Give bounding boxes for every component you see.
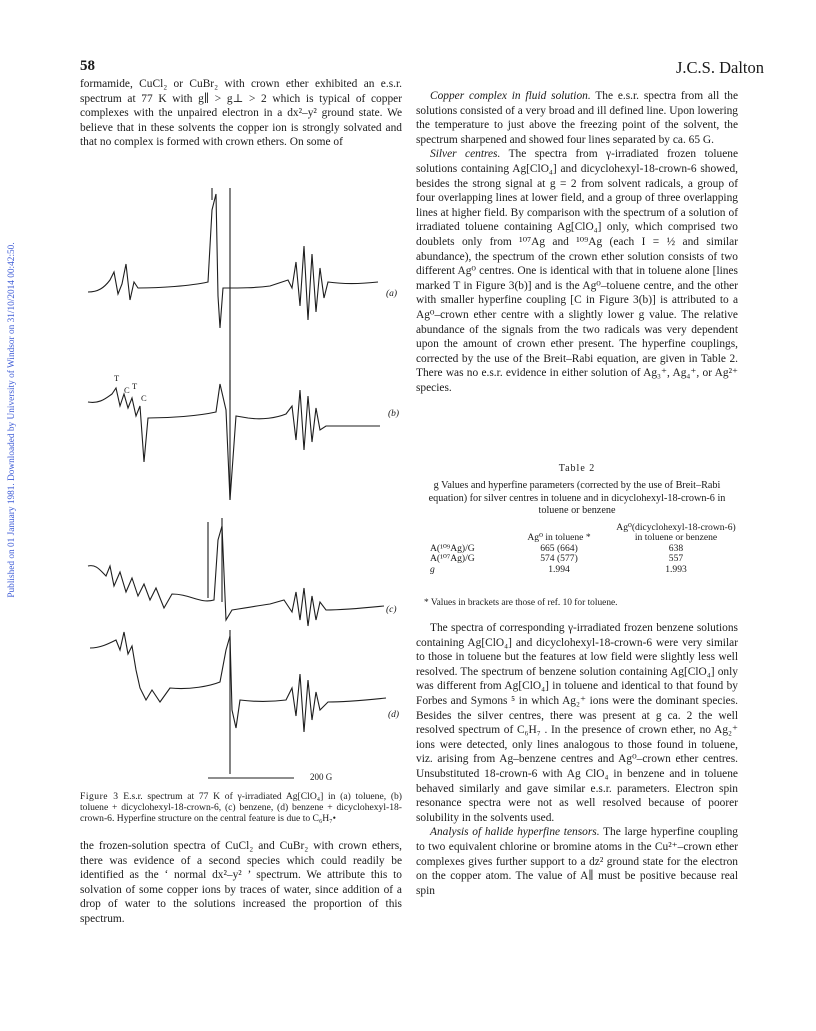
row-label: g	[430, 563, 435, 575]
table-description: g Values and hyperfine parameters (corrected by the use of Breit–Rabi equation) for silver centres in toluene and in dicyclohexyl-18-crown-6 in toluene or benzene	[428, 480, 726, 517]
paragraph-copper-fluid	[416, 89, 738, 147]
silver-parameters-table	[428, 523, 738, 575]
figure-caption	[80, 791, 402, 825]
row-value-toluene: 574 (577)	[540, 553, 578, 565]
trace-label-b: (b)	[388, 409, 400, 419]
journal-header: J.C.S. Dalton	[675, 58, 764, 77]
download-watermark	[4, 210, 20, 630]
download-note[interactable]: Published on 01 January 1981. Downloaded by University of Windsor on 31/10/2014 00:42:50.	[7, 242, 17, 598]
figure-caption-label: Figure 3	[80, 791, 119, 802]
spectrum-trace-d	[90, 632, 386, 732]
row-label: A(¹⁰⁹Ag)/G	[430, 542, 475, 554]
peak-label-t1: T	[114, 373, 120, 383]
table-title: Table 2	[558, 463, 596, 474]
halide-text: The large hyperfine coupling to two equivalent chlorine or bromine atoms in the Cu²⁺–crown ether complexes gives further support to a dz² ground state for the electron on the copper atom. The value of A∥ must be positive because real spin	[416, 826, 738, 897]
table-caption	[416, 463, 738, 518]
row-label: A(¹⁰⁷Ag)/G	[430, 553, 475, 565]
table-footnote: * Values in brackets are those of ref. 10 for toluene.	[424, 598, 618, 608]
row-value-crown: 557	[668, 553, 684, 565]
trace-label-a: (a)	[386, 289, 398, 299]
right-column-top	[416, 89, 738, 395]
halide-heading: Analysis of halide hyperfine tensors.	[430, 826, 600, 839]
spectrum-trace-d-marker	[208, 630, 294, 778]
spectrum-trace-a	[88, 194, 378, 328]
table-header-row	[428, 523, 738, 544]
esr-spectra-figure	[80, 180, 402, 780]
left-column-bottom	[80, 839, 402, 927]
paragraph-halide	[416, 825, 738, 898]
paragraph-frozen-solution: the frozen-solution spectra of CuCl₂ and CuBr₂ with crown ethers, there was evidence of a second species which could readily be identified as the ‘ normal dx²–y² ’ spectrum. We attribute this to solvation of some copper ions by traces of water, since addition of a drop of water to the solutions increased the proportion of this spectrum.	[80, 840, 402, 925]
peak-label-c2: C	[141, 393, 147, 403]
paragraph-benzene: The spectra of corresponding γ-irradiated frozen benzene solutions containing Ag[ClO₄] and dicyclohexyl-18-crown-6 were very similar to those in toluene but the features at low field were slightly less well resolved. The spectrum of benzene solution containing Ag[ClO₄] only was different from Ag[ClO₄] in toluene and identical to that found by Forbes and Symons ⁵ in which Ag₂⁺ ions were the dominant species. Besides the silver centres, there was present at g ca. 2 the well resolved spectrum of C₆H₇ . In the presence of crown ether, no Ag₂⁺ ions were detected, only lines analogous to those found in toluene, viz. arising from Ag–benzene centres and Ag⁰–crown ether centres. Unsubstituted 18-crown-6 with Ag ClO₄ in benzene and in toluene behaved similarly and gave similar e.s.r. parameters. Electron spin resonance spectra were not as well resolved because of poorer solubility in the solvents used.	[416, 622, 738, 824]
row-value-toluene: 1.994	[548, 563, 570, 575]
table-row	[428, 554, 738, 564]
peak-label-t2: T	[132, 381, 138, 391]
figure-caption-text: E.s.r. spectrum at 77 K of γ-irradiated Ag[ClO₄] in (a) toluene, (b) toluene + dicyclohexyl-18-crown-6, (c) benzene, (d) benzene + dicyclohexyl-18-crown-6. Hyperfine structure on the central feature is due to C₆H₇•	[80, 791, 402, 825]
trace-label-d: (d)	[388, 710, 400, 720]
peak-label-c1: C	[124, 385, 130, 395]
row-value-toluene: 665 (664)	[540, 542, 578, 554]
right-column-bottom	[416, 621, 738, 898]
spectrum-trace-b	[88, 384, 380, 500]
row-value-crown: 1.993	[665, 563, 687, 575]
scale-bar-label: 200 G	[310, 772, 333, 782]
row-value-crown: 638	[668, 542, 684, 554]
silver-text: The spectra from γ-irradiated frozen toluene solutions containing Ag[ClO₄] and dicyclohexyl-18-crown-6 showed, besides the strong signal at g = 2 from solvent radicals, a group of four overlapping lines at lower field, and a group of three overlapping lines at higher field. By comparison with the spectrum of a solution of irradiated toluene containing Ag[ClO₄] only, which comprised two doublets only from ¹⁰⁷Ag and ¹⁰⁹Ag (each I = ½ and similar abundance), the spectrum of the crown ether solution consists of two different Ag⁰ centres. One is identical with that in toluene alone [lines marked T in Figure 3(b)] and is the Ag⁰–toluene centre, and the other with smaller hyperfine coupling [C in Figure 3(b)] is attributed to a Ag⁰–crown ether centre with a slightly lower g value. The relative abundance of the signals from the two radicals was very dependent upon the amount of crown ether present. The hyperfine couplings, corrected by the use of the Breit–Rabi equation, are given in Table 2. There was no e.s.r. evidence in either solution of Ag₃⁺, Ag₄⁺, or Ag²⁺ species.	[416, 148, 739, 394]
trace-label-c: (c)	[386, 605, 397, 615]
copper-heading: Copper complex in fluid solution.	[430, 90, 591, 102]
paragraph-silver-centres	[416, 147, 738, 395]
left-column-top	[80, 77, 402, 150]
page-number: 58	[80, 58, 95, 74]
table-row	[428, 565, 738, 575]
silver-heading: Silver centres.	[430, 148, 501, 161]
paragraph-intro: formamide, CuCl₂ or CuBr₂ with crown ether exhibited an e.s.r. spectrum at 77 K with g∥ > g⊥ > 2 which is typical of copper complexes with the unpaired electron in a dx²–y² ground state. We believe that in these solvents the copper ion is strongly solvated and that no complex is formed with crown ethers. On some of	[80, 78, 402, 149]
table-col-header-1: Ag⁰ in toluene *	[527, 532, 591, 544]
spectrum-trace-c	[88, 526, 384, 626]
table-col-header-2: Ag⁰(dicyclohexyl-18-crown-6) in toluene or benzene	[616, 522, 736, 544]
copper-text: The e.s.r. spectra from all the solutions consisted of a very broad and ill defined line. Upon lowering the temperature to just above the freezing point of the solvent, the spectrum sharpened and showed four lines separated by ca. 65 G.	[416, 90, 738, 146]
spectrum-trace-a-marker	[212, 188, 230, 400]
